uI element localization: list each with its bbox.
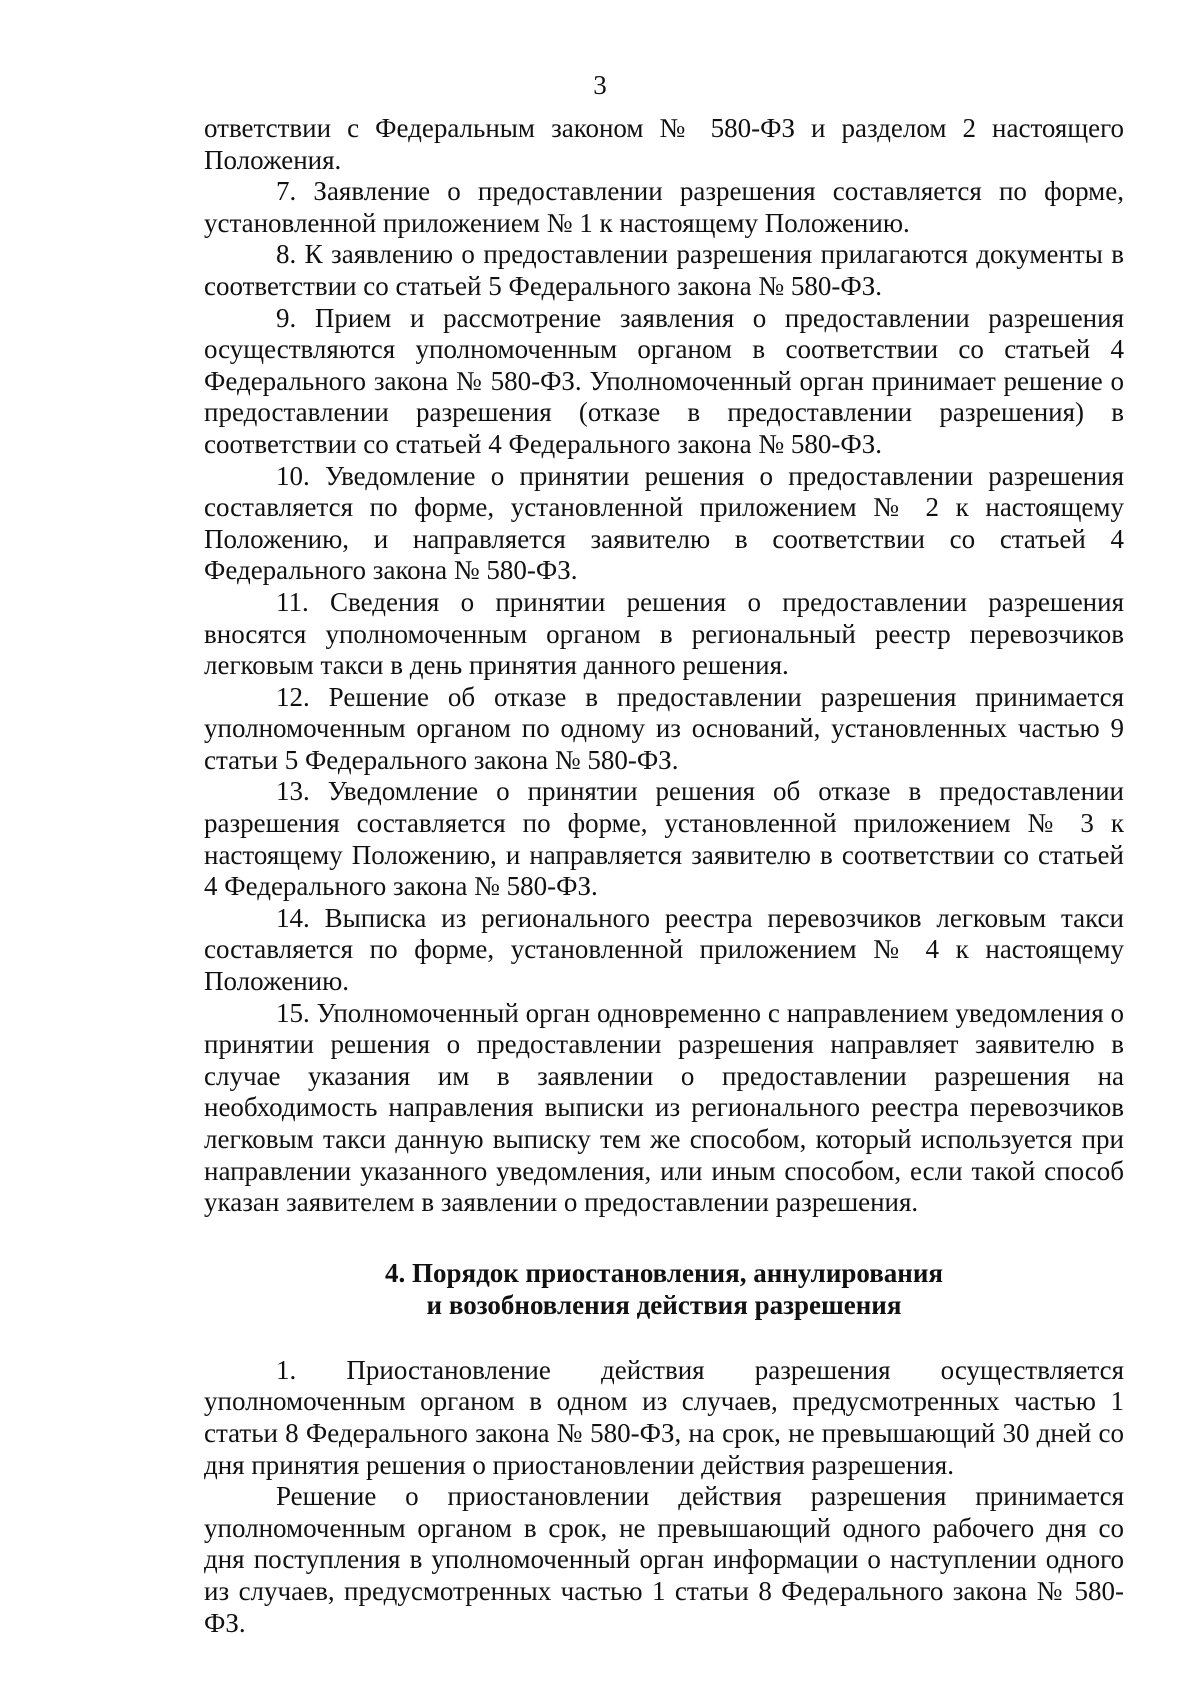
section-4-paragraph-1: 1. Приостановление действия разрешения осуществляется уполномоченным органом в одном из случаев, предусмотренных частью 1 статьи 8 Федерального закона № 580-ФЗ, на срок, не превышающий 30 дней со дня принятия решения о приостановлении действия разрешения. (204, 1354, 1124, 1480)
section-heading (204, 1257, 1124, 1321)
paragraph-11: 11. Сведения о принятии решения о предоставлении разрешения вносятся уполномоченным органом в региональный реестр перевозчиков легковым такси в день принятия данного решения. (204, 586, 1124, 681)
paragraph-6-continuation: ответствии с Федеральным законом № 580-ФЗ и разделом 2 настоящего Положения. (204, 113, 1124, 175)
paragraph-8: 8. К заявлению о предоставлении разрешения прилагаются документы в соответствии со статьей 5 Федерального закона № 580-ФЗ. (204, 239, 1124, 301)
section-heading-line-1: 4. Порядок приостановления, аннулирования (384, 1257, 944, 1288)
paragraph-12: 12. Решение об отказе в предоставлении разрешения принимается уполномоченным органом по одному из оснований, установленных частью 9 статьи 5 Федерального закона № 580-ФЗ. (204, 681, 1124, 775)
paragraph-15: 15. Уполномоченный орган одновременно с направлением уведомления о принятии решения о предоставлении разрешения направляет заявителю в случае указания им в заявлении о предоставлении разрешения на необходимость направления выписки из регионального реестра перевозчиков легковым такси данную выписку тем же способом, который используется при направлении указанного уведомления, или иным способом, если такой способ указан заявителем в заявлении о предоставлении разрешения. (204, 997, 1124, 1218)
paragraph-14: 14. Выписка из регионального реестра перевозчиков легковым такси составляется по форме, установленной приложением № 4 к настоящему Положению. (204, 902, 1124, 997)
paragraph-7: 7. Заявление о предоставлении разрешения составляется по форме, установленной приложением № 1 к настоящему Положению. (204, 176, 1124, 238)
paragraph-10: 10. Уведомление о принятии решения о предоставлении разрешения составляется по форме, установленной приложением № 2 к настоящему Положению, и направляется заявителю в соответствии со статьей 4 Федерального закона № 580-ФЗ. (204, 460, 1124, 586)
paragraph-9: 9. Прием и рассмотрение заявления о предоставлении разрешения осуществляются уполномоченным органом в соответствии со статьей 4 Федерального закона № 580-ФЗ. Уполномоченный орган принимает решение о предоставлении разрешения (отказе в предоставлении разрешения) в соответствии со статьей 4 Федерального закона № 580-ФЗ. (204, 302, 1124, 459)
section-heading-line-2: и возобновления действия разрешения (426, 1289, 902, 1320)
paragraph-13: 13. Уведомление о принятии решения об отказе в предоставлении разрешения составляется по форме, установленной приложением № 3 к настоящему Положению, и направляется заявителю в соответствии со статьей 4 Федерального закона № 580-ФЗ. (204, 776, 1124, 902)
document-body (204, 113, 1124, 1639)
page-number: 3 (593, 70, 607, 100)
section-4-paragraph-1b: Решение о приостановлении действия разрешения принимается уполномоченным органом в срок, не превышающий одного рабочего дня со дня поступления в уполномоченный орган информации о наступлении одного из случаев, предусмотренных частью 1 статьи 8 Федерального закона № 580-ФЗ. (204, 1481, 1124, 1638)
